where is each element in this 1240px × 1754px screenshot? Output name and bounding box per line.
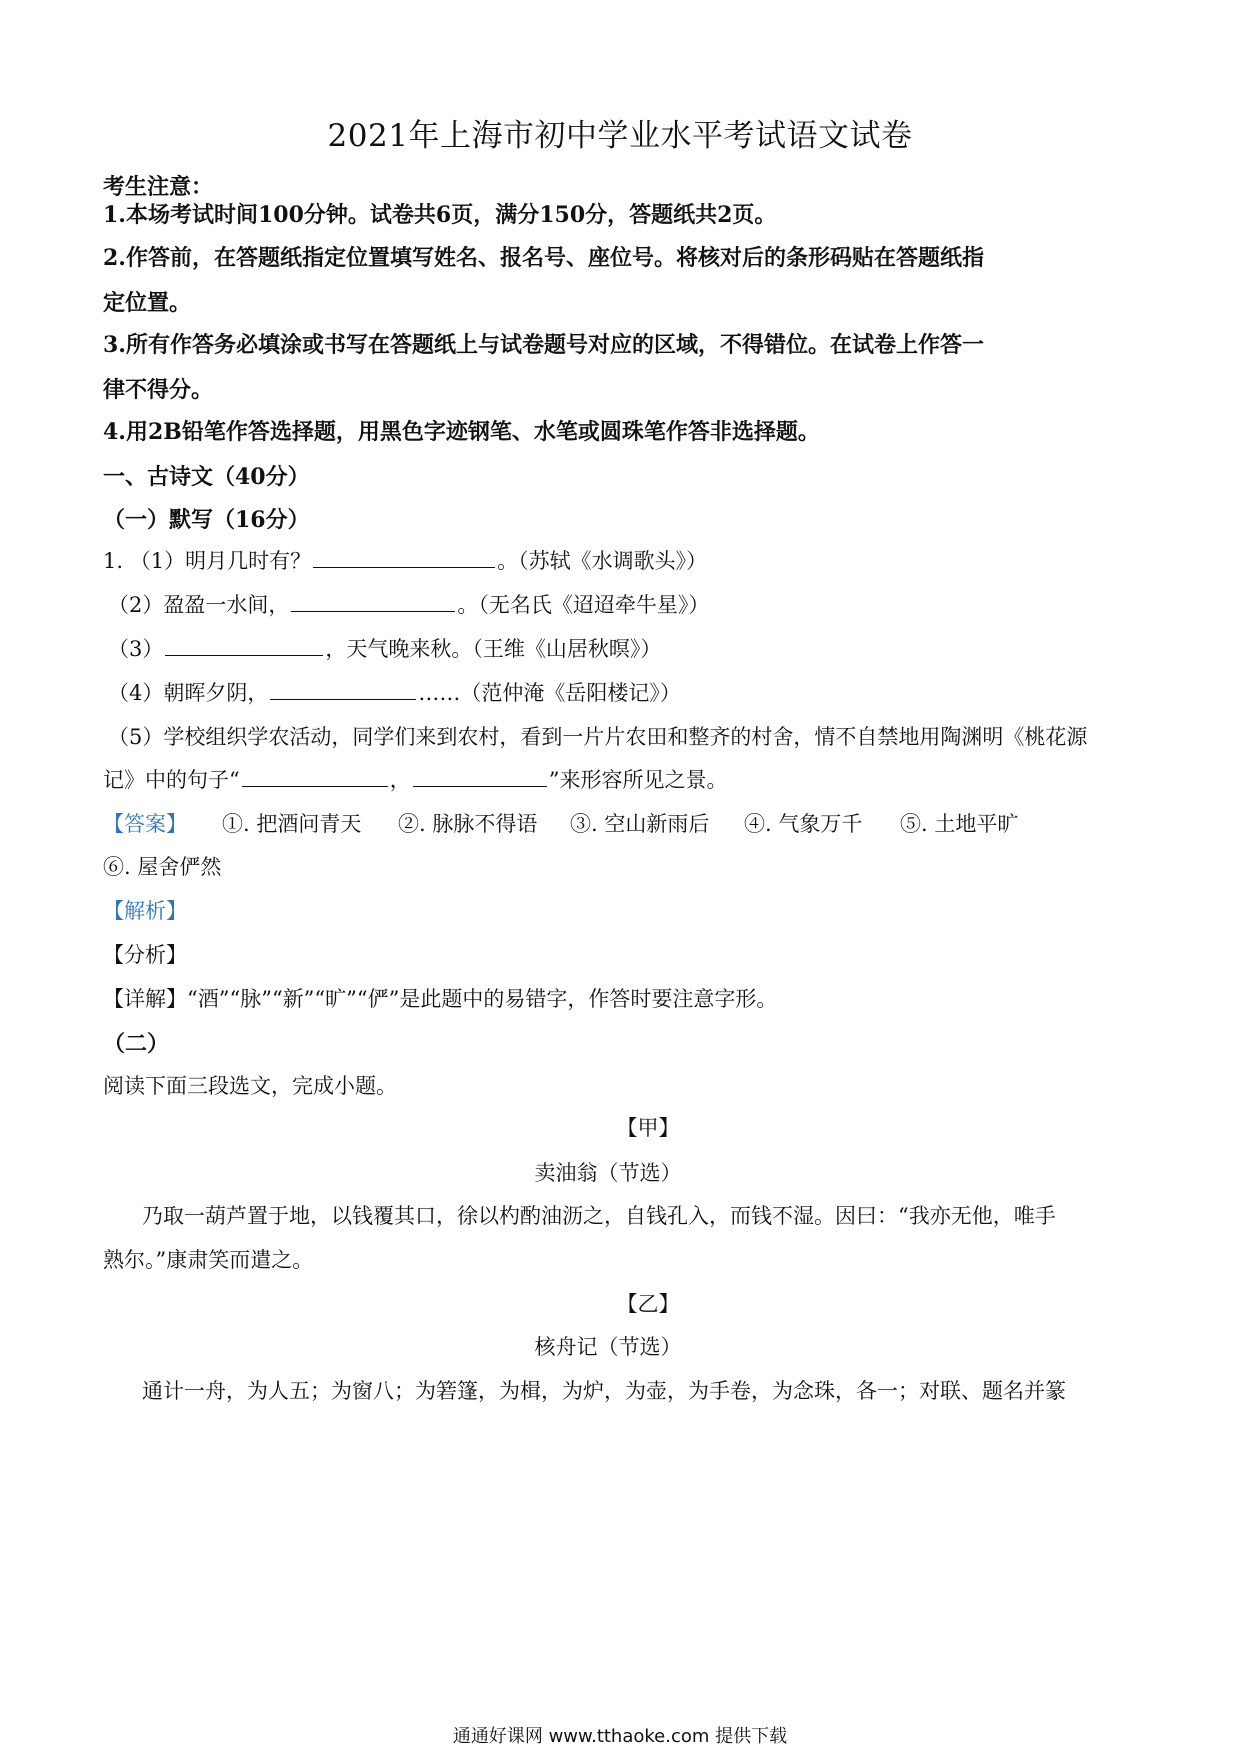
question-1-1 (103, 545, 707, 575)
passage-yi-title: 核舟记（节选） (534, 1335, 682, 1359)
notice-item-1: 1.本场考试时间100分钟。试卷共6页，满分150分，答题纸共2页。 (103, 202, 777, 228)
fenxi-label: 【分析】 (103, 943, 187, 967)
footer-credit: 通通好课网 www.tthaoke.com 提供下载 (452, 1726, 788, 1747)
answer-item-6: ⑥. 屋舍俨然 (103, 855, 222, 879)
q1-1-prompt: 1. （1）明月几时有？ (103, 549, 312, 573)
q1-3-prompt: （3） (108, 637, 164, 661)
question-1-5-cont (103, 764, 728, 794)
subsection-heading-2: （二） (103, 1031, 170, 1057)
q1-5-separator: ， (389, 768, 411, 792)
passage-yi-line-1: 通计一舟，为人五；为窗八；为箬篷，为楫，为炉，为壶，为手卷，为念珠，各一；对联、题名并篆 (142, 1379, 1066, 1403)
detail-text: 【详解】“酒”“脉”“新”“旷”“俨”是此题中的易错字，作答时要注意字形。 (103, 987, 778, 1011)
question-1-2 (108, 589, 709, 619)
answer-blank (270, 677, 416, 700)
notice-item-2-cont: 定位置。 (103, 290, 192, 316)
q1-3-source: ，天气晚来秋。（王维《山居秋暝》） (325, 637, 662, 661)
notice-item-2: 2.作答前，在答题纸指定位置填写姓名、报名号、座位号。将核对后的条形码贴在答题纸指 (103, 245, 984, 271)
answer-item-2: ②. 脉脉不得语 (398, 812, 538, 836)
q1-4-prompt: （4）朝晖夕阴， (108, 681, 269, 705)
q1-5-prompt: 记》中的句子“ (103, 768, 240, 792)
answer-item-3: ③. 空山新雨后 (570, 812, 710, 836)
answer-item-1: ①. 把酒问青天 (222, 812, 362, 836)
answer-blank (313, 545, 495, 568)
q1-5-suffix: ”来形容所见之景。 (548, 768, 728, 792)
question-1-5: （5）学校组织学农活动，同学们来到农村，看到一片片农田和整齐的村舍，情不自禁地用陶渊明《桃花源 (108, 725, 1088, 749)
notice-heading: 考生注意： (103, 174, 214, 200)
passage-yi-label: 【乙】 (616, 1292, 680, 1316)
answer-blank (413, 764, 547, 787)
passage-jia-label: 【甲】 (616, 1116, 680, 1140)
subsection-heading-1: （一）默写（16分） (103, 507, 310, 533)
answer-blank (291, 589, 455, 612)
notice-item-3-cont: 律不得分。 (103, 377, 214, 403)
q1-1-source: 。（苏轼《水调歌头》） (497, 549, 708, 573)
answer-blank (242, 764, 388, 787)
question-1-3 (108, 633, 661, 663)
answer-item-5: ⑤. 土地平旷 (900, 812, 1019, 836)
q1-4-source: ……（范仲淹《岳阳楼记》） (418, 681, 681, 705)
question-1-4 (108, 677, 681, 707)
answer-label: 【答案】 (103, 812, 187, 836)
section-heading: 一、古诗文（40分） (103, 464, 310, 490)
passage-jia-line-2: 熟尔。”康肃笑而遣之。 (103, 1248, 314, 1272)
notice-item-4: 4.用2B铅笔作答选择题，用黑色字迹钢笔、水笔或圆珠笔作答非选择题。 (103, 419, 820, 445)
analysis-label: 【解析】 (103, 899, 187, 923)
q1-2-prompt: （2）盈盈一水间， (108, 593, 290, 617)
page-title: 2021年上海市初中学业水平考试语文试卷 (327, 118, 913, 154)
answer-blank (165, 633, 323, 656)
q1-2-source: 。（无名氏《迢迢牵牛星》） (457, 593, 710, 617)
passage-jia-line-1: 乃取一葫芦置于地，以钱覆其口，徐以杓酌油沥之，自钱孔入，而钱不湿。因曰：“我亦无他，唯手 (142, 1204, 1056, 1228)
passage-jia-title: 卖油翁（节选） (534, 1161, 682, 1185)
answer-item-4: ④. 气象万千 (744, 812, 863, 836)
notice-item-3: 3.所有作答务必填涂或书写在答题纸上与试卷题号对应的区域，不得错位。在试卷上作答一 (103, 332, 984, 358)
reading-instruction: 阅读下面三段选文，完成小题。 (103, 1074, 397, 1098)
